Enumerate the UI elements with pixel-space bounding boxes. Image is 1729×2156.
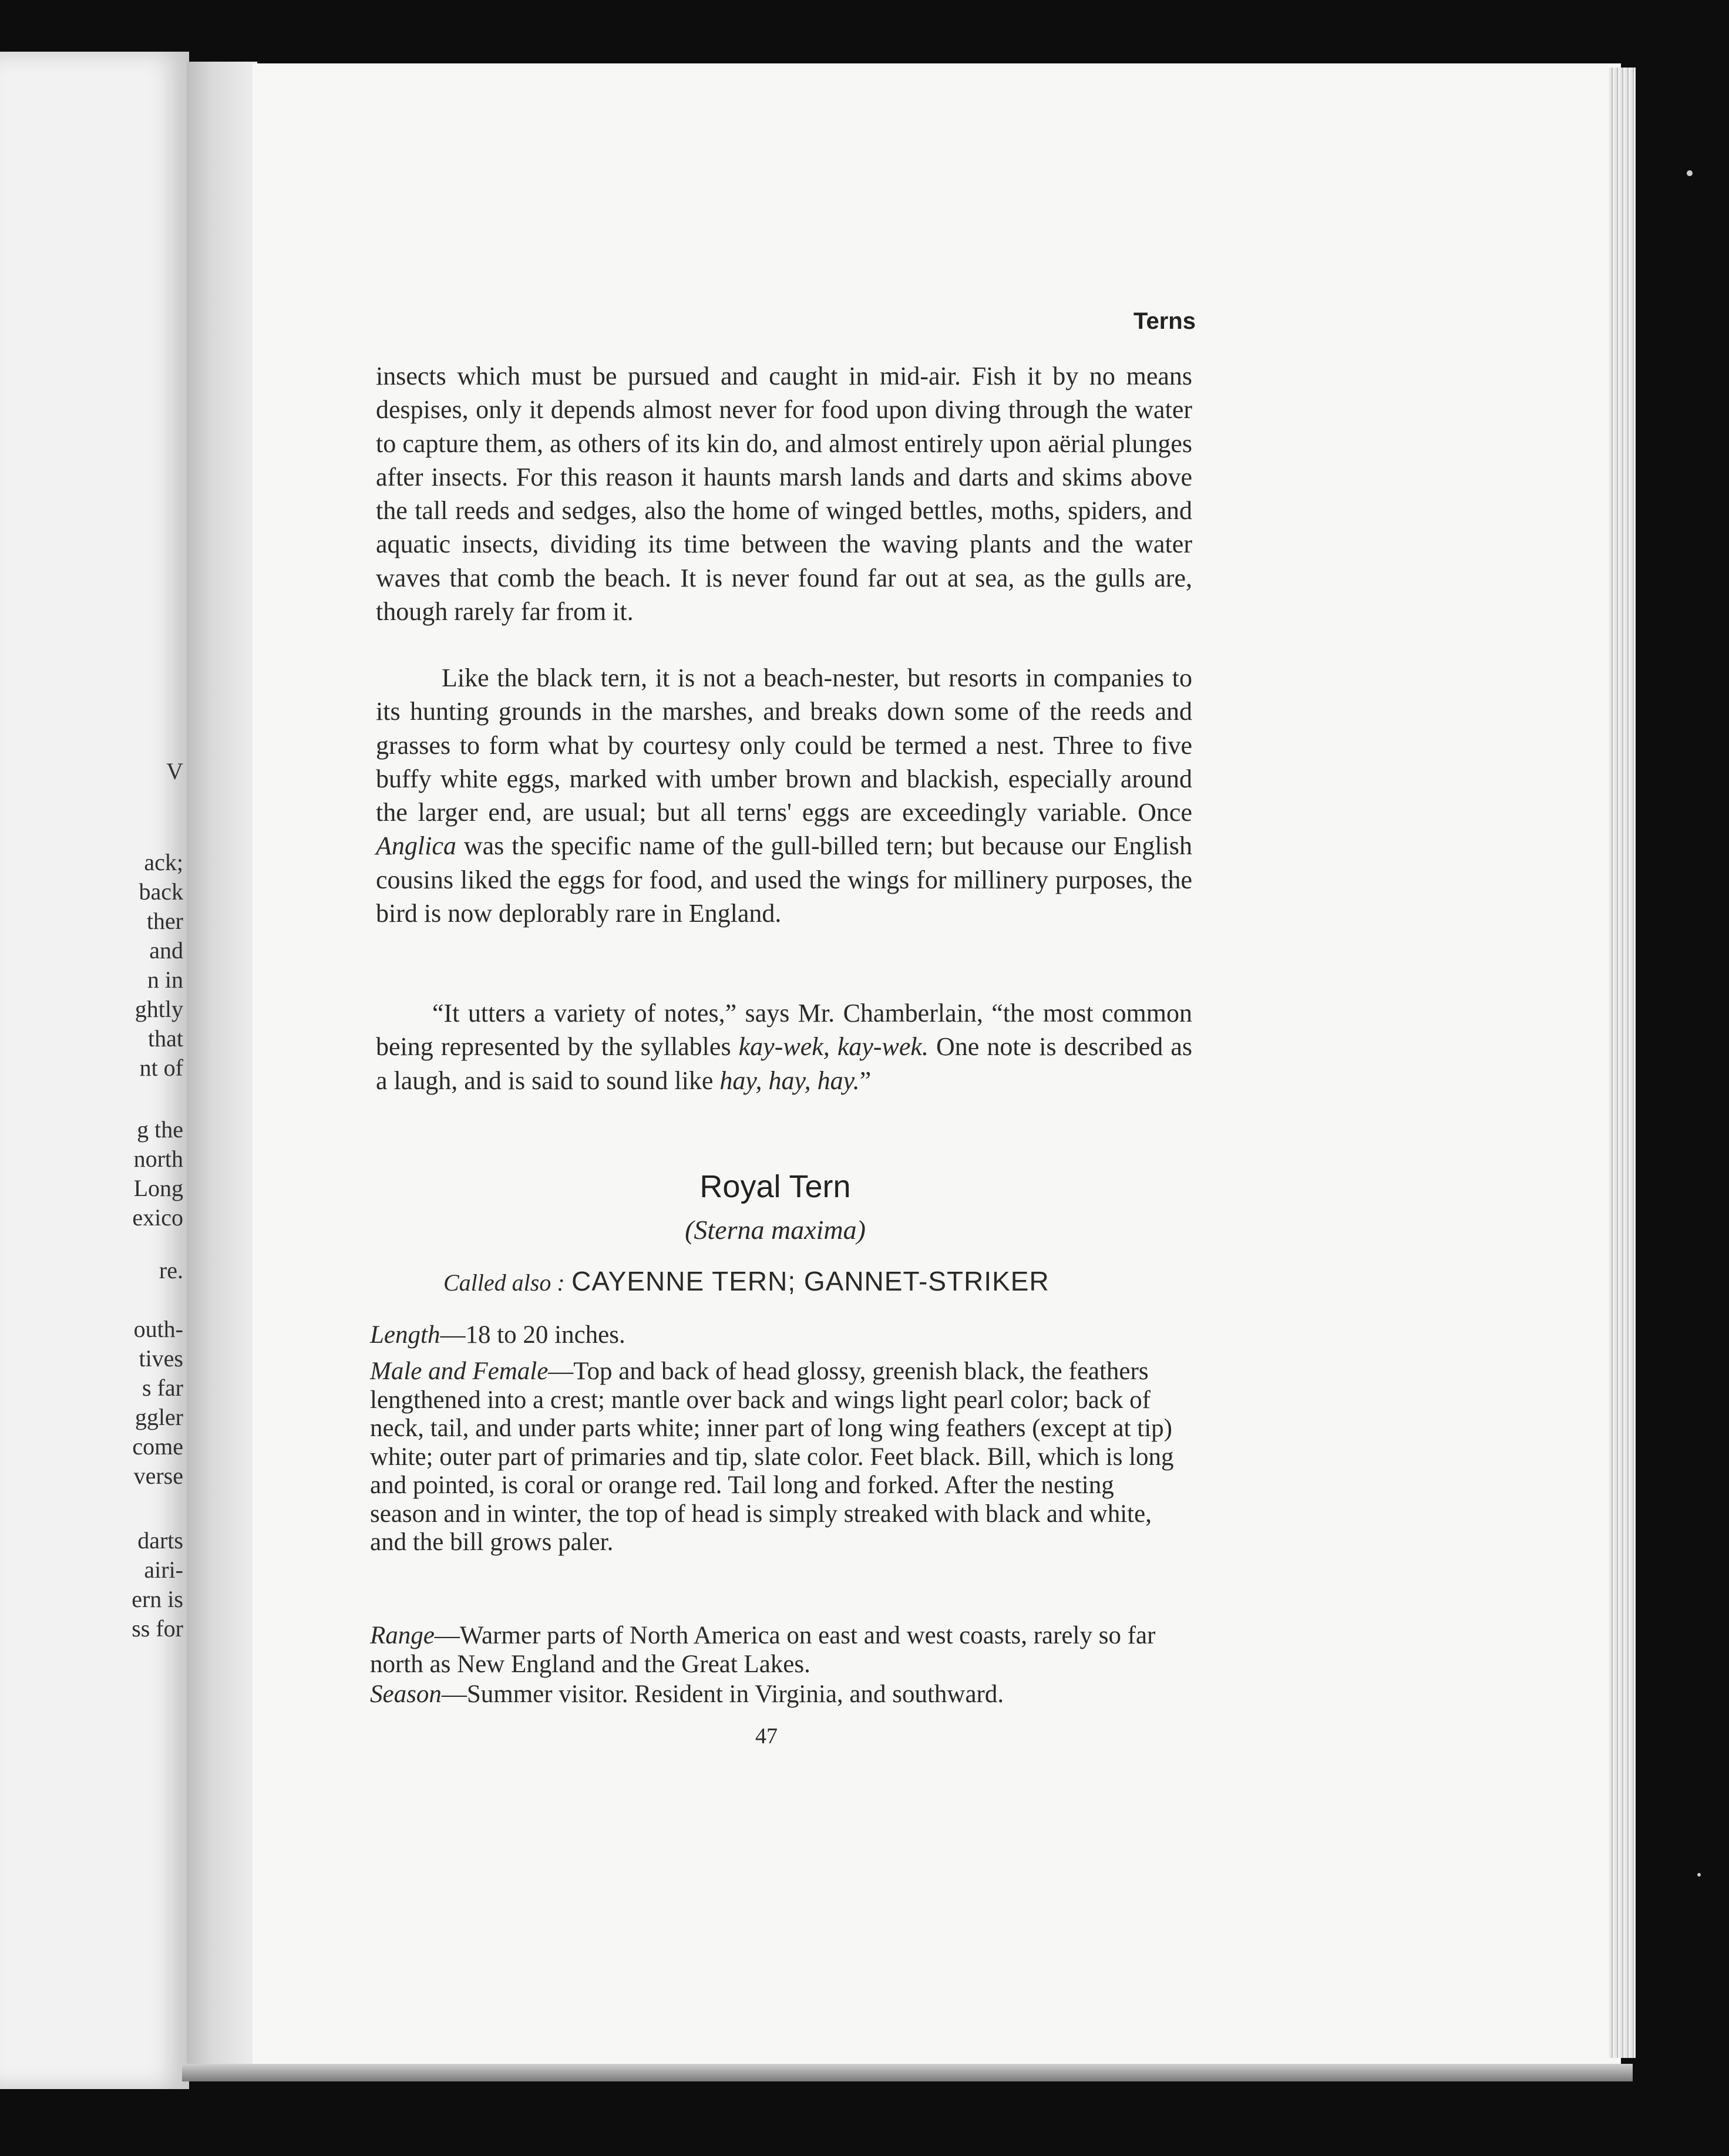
left-page-fragment: airi- bbox=[144, 1557, 183, 1583]
left-page bbox=[0, 52, 189, 2089]
species-title: Royal Tern bbox=[699, 1169, 851, 1204]
book-bottom-edge bbox=[182, 2064, 1633, 2081]
fact-length-text: 18 to 20 inches. bbox=[465, 1321, 625, 1349]
scientific-name: (Sterna maxima) bbox=[685, 1215, 866, 1245]
fact-season-text: Summer visitor. Resident in Virginia, and southward. bbox=[466, 1680, 1004, 1708]
book-gutter bbox=[187, 62, 257, 2081]
left-page-fragment: n in bbox=[147, 966, 183, 993]
fact-range-label: Range bbox=[370, 1622, 435, 1649]
left-page-fragment: come bbox=[132, 1433, 183, 1460]
paragraph-2-text-a: Like the black tern, it is not a beach-nester, but resorts in companies to its hunting grounds in the marshes, and breaks down some of the reeds and grasses to form what by courtesy only could be termed a nest. Three to five buffy white eggs, marked with umber brown and blackish, especially around the larger end, are usual; but all terns' eggs are exceedingly variable. Once bbox=[376, 663, 1192, 827]
fact-length-label: Length bbox=[370, 1321, 440, 1349]
paragraph-3 bbox=[376, 996, 1192, 1097]
paragraph-2 bbox=[376, 661, 1192, 930]
left-page-fragment: nt of bbox=[139, 1055, 183, 1081]
left-page-fragment: s far bbox=[142, 1375, 183, 1401]
left-page-fragment: ghtly bbox=[134, 996, 183, 1022]
left-page-fragment: darts bbox=[137, 1527, 183, 1554]
left-page-fragment: ss for bbox=[132, 1615, 183, 1642]
paragraph-2-italic: Anglica bbox=[376, 831, 456, 861]
left-page-fragment: ern is bbox=[132, 1586, 183, 1612]
left-page-fragment: back bbox=[139, 878, 183, 905]
left-page-fragment: V bbox=[166, 758, 183, 784]
paragraph-3-italic-a: kay-wek, kay-wek. bbox=[738, 1032, 929, 1062]
paragraph-1: insects which must be pursued and caught in mid-air. Fish it by no means despises, only it depends almost never for food upon diving through the water to capture them, as others of its kin do, and almost entirely upon aërial plunges after insects. For this reason it haunts marsh lands and darts and skims above the tall reeds and sedges, also the home of winged bettles, moths, spiders, and aquatic insects, dividing its time between the waving plants and the water waves that comb the beach. It is never found far out at sea, as the gulls are, though rarely far from it. bbox=[376, 362, 1192, 626]
fact-male-female: Male and Female—Top and back of head glossy, greenish black, the feathers lengthened into a crest; mantle over back and wings light pearl color; back of neck, tail, and under parts white; inner part of long wing feathers (except at tip) white; outer part of primaries and tip, slate color. Feet black. Bill, which is long and pointed, is coral or orange red. Tail long and forked. After the nesting season and in winter, the top of head is simply streaked with black and white, and the bill grows paler. bbox=[370, 1357, 1174, 1556]
left-page-fragment: exico bbox=[132, 1204, 183, 1231]
fact-male-female-text: Top and back of head glossy, greenish black, the feathers lengthened into a crest; mantle over back and wings light pearl color; back of neck, tail, and under parts white; inner part of long wing feathers (except at tip) white; outer part of primaries and tip, slate color. Feet black. Bill, which is long and pointed, is coral or orange red. Tail long and forked. After the nesting season and in winter, the top of head is simply streaked with black and white, and the bill grows paler. bbox=[370, 1357, 1174, 1556]
left-page-fragment: tives bbox=[139, 1345, 183, 1372]
page-number: 47 bbox=[755, 1724, 778, 1749]
paragraph-2-text-b: was the specific name of the gull-billed tern; but because our English cousins liked the eggs for food, and used the wings for millinery purposes, the bird is now deplorably rare in England. bbox=[376, 831, 1192, 928]
left-page-fragment: and bbox=[149, 937, 183, 964]
called-also bbox=[443, 1265, 1207, 1297]
left-page-fragment: Long bbox=[133, 1175, 183, 1201]
fact-range-text: Warmer parts of North America on east and west coasts, rarely so far north as New England and the Great Lakes. bbox=[370, 1622, 1156, 1678]
left-page-fragment: outh- bbox=[133, 1316, 183, 1342]
called-also-names: CAYENNE TERN; GANNET-STRIKER bbox=[571, 1266, 1049, 1296]
left-page-fragment: ggler bbox=[134, 1404, 183, 1430]
fact-season-label: Season bbox=[370, 1680, 442, 1708]
left-page-fragment: re. bbox=[159, 1257, 183, 1284]
called-also-label: Called also : bbox=[443, 1269, 565, 1296]
page-edges bbox=[1609, 68, 1636, 2058]
film-speck bbox=[1687, 170, 1693, 176]
paragraph-3-text-b: One note is described as a laugh, and is said to sound like bbox=[376, 1032, 1192, 1095]
left-page-fragment: ther bbox=[146, 908, 183, 934]
left-page-fragment: verse bbox=[133, 1463, 183, 1489]
film-speck bbox=[1697, 1873, 1701, 1877]
fact-season: Season—Summer visitor. Resident in Virginia, and southward. bbox=[370, 1680, 1004, 1708]
left-page-fragment: north bbox=[133, 1146, 183, 1172]
paragraph-3-text-c: ” bbox=[859, 1066, 872, 1095]
running-head: Terns bbox=[1133, 308, 1196, 334]
fact-length: Length—18 to 20 inches. bbox=[370, 1321, 625, 1349]
left-page-fragment: g the bbox=[137, 1116, 183, 1143]
fact-range: Range—Warmer parts of North America on east and west coasts, rarely so far north as New England and the Great Lakes. bbox=[370, 1622, 1156, 1678]
paragraph-3-italic-b: hay, hay, hay. bbox=[719, 1066, 860, 1095]
left-page-fragment: ack; bbox=[144, 849, 183, 875]
fact-male-female-label: Male and Female bbox=[370, 1357, 549, 1385]
left-page-fragment: that bbox=[148, 1025, 183, 1052]
paragraph-3-text-a: “It utters a variety of notes,” says Mr. Chamberlain, “the most common being represented by the syllables bbox=[376, 999, 1192, 1062]
